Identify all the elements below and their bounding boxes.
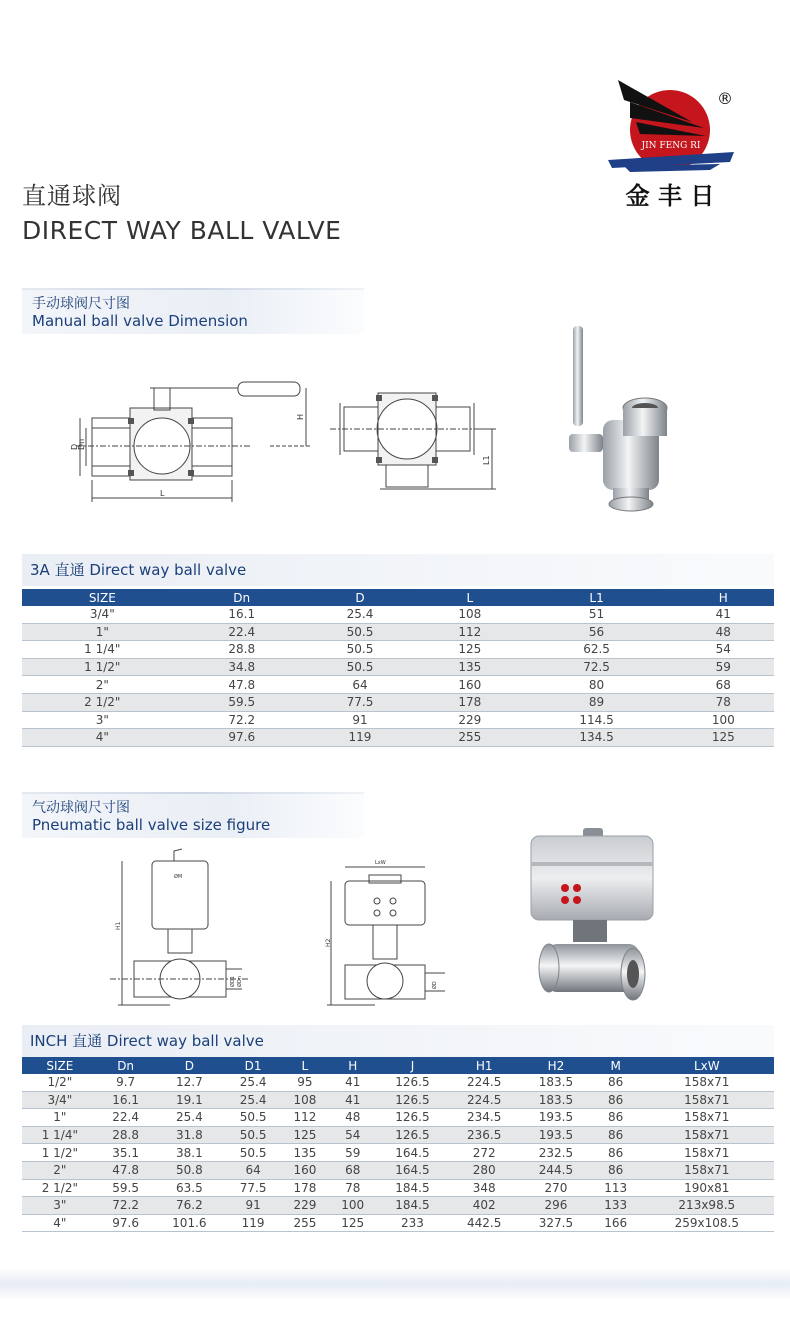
table-cell: 28.8 — [98, 1126, 154, 1144]
column-header: H — [329, 1057, 377, 1074]
manual-section-title-en: Manual ball valve Dimension — [32, 312, 248, 330]
table-cell: 59 — [673, 658, 774, 676]
table-cell: 31.8 — [154, 1126, 226, 1144]
column-header: D — [301, 589, 419, 606]
table-cell: 41 — [329, 1091, 377, 1109]
table-cell: 50.5 — [301, 658, 419, 676]
table-row — [22, 606, 774, 623]
table-cell: 50.5 — [301, 623, 419, 641]
table-cell: 47.8 — [98, 1161, 154, 1179]
table-cell: 59 — [329, 1144, 377, 1162]
table-cell: 59.5 — [98, 1179, 154, 1197]
label-h1: H1 — [115, 921, 122, 930]
table-cell: 224.5 — [448, 1074, 520, 1091]
table-row — [22, 693, 774, 711]
table-cell: 270 — [520, 1179, 592, 1197]
table-cell: 86 — [592, 1144, 640, 1162]
table-cell: 125 — [673, 729, 774, 747]
pneumatic-table-title: INCH 直通 Direct way ball valve — [30, 1032, 264, 1050]
table-cell: 50.5 — [225, 1126, 281, 1144]
table-cell: 2 1/2" — [22, 1179, 98, 1197]
table-cell: 34.8 — [183, 658, 301, 676]
table-cell: 50.5 — [225, 1109, 281, 1127]
table-cell: 229 — [281, 1197, 329, 1215]
table-cell: 442.5 — [448, 1214, 520, 1232]
table-row — [22, 1214, 774, 1232]
column-header: Dn — [183, 589, 301, 606]
column-header: J — [377, 1057, 449, 1074]
table-cell: 348 — [448, 1179, 520, 1197]
table-row — [22, 1144, 774, 1162]
manual-valve-front-drawing — [330, 385, 500, 500]
table-cell: 56 — [521, 623, 673, 641]
table-cell: 100 — [329, 1197, 377, 1215]
table-cell: 51 — [521, 606, 673, 623]
table-cell: 1 1/4" — [22, 1126, 98, 1144]
table-row — [22, 1161, 774, 1179]
table-cell: 41 — [673, 606, 774, 623]
pneumatic-section-header — [22, 792, 364, 838]
table-cell: 135 — [419, 658, 520, 676]
table-cell: 3" — [22, 711, 183, 729]
table-cell: 50.5 — [225, 1144, 281, 1162]
manual-section-header — [22, 288, 364, 334]
label-m: ØM — [174, 874, 183, 880]
table-cell: 114.5 — [521, 711, 673, 729]
table-cell: 134.5 — [521, 729, 673, 747]
table-cell: 72.2 — [98, 1197, 154, 1215]
table-cell: 259x108.5 — [640, 1214, 774, 1232]
table-cell: 164.5 — [377, 1161, 449, 1179]
table-cell: 28.8 — [183, 641, 301, 659]
pneumatic-table-header-band — [22, 1025, 774, 1057]
table-cell: 112 — [419, 623, 520, 641]
table-cell: 160 — [419, 676, 520, 694]
table-cell: 160 — [281, 1161, 329, 1179]
table-cell: 224.5 — [448, 1091, 520, 1109]
manual-ball-valve-image — [565, 322, 675, 514]
table-cell: 78 — [329, 1179, 377, 1197]
table-cell: 2" — [22, 1161, 98, 1179]
table-cell: 1 1/2" — [22, 1144, 98, 1162]
table-cell: 9.7 — [98, 1074, 154, 1091]
pneumatic-valve-front-drawing — [325, 855, 450, 1015]
label-d-pneu: ØD — [432, 981, 438, 989]
label-h: H — [296, 413, 305, 420]
table-cell: 72.5 — [521, 658, 673, 676]
table-cell: 402 — [448, 1197, 520, 1215]
table-row — [22, 623, 774, 641]
pneumatic-section-title-en: Pneumatic ball valve size figure — [32, 816, 271, 834]
table-cell: 4" — [22, 1214, 98, 1232]
page-title-en: DIRECT WAY BALL VALVE — [22, 216, 342, 245]
table-cell: 91 — [225, 1197, 281, 1215]
label-l: L — [160, 489, 165, 498]
page-title-cn: 直通球阀 — [22, 182, 122, 210]
table-cell: 166 — [592, 1214, 640, 1232]
table-cell: 113 — [592, 1179, 640, 1197]
table-header-row — [22, 1057, 774, 1074]
table-cell: 3/4" — [22, 606, 183, 623]
table-cell: 54 — [329, 1126, 377, 1144]
label-l1: L1 — [482, 455, 491, 465]
table-cell: 280 — [448, 1161, 520, 1179]
table-cell: 19.1 — [154, 1091, 226, 1109]
table-cell: 244.5 — [520, 1161, 592, 1179]
table-cell: 48 — [673, 623, 774, 641]
table-cell: 25.4 — [154, 1109, 226, 1127]
table-cell: 95 — [281, 1074, 329, 1091]
table-cell: 25.4 — [225, 1074, 281, 1091]
table-cell: 126.5 — [377, 1126, 449, 1144]
table-row — [22, 729, 774, 747]
table-cell: 1 1/2" — [22, 658, 183, 676]
table-cell: 126.5 — [377, 1109, 449, 1127]
table-cell: 86 — [592, 1091, 640, 1109]
table-cell: 183.5 — [520, 1074, 592, 1091]
manual-spec-table — [22, 589, 774, 747]
table-cell: 158x71 — [640, 1144, 774, 1162]
table-cell: 193.5 — [520, 1109, 592, 1127]
label-d1: ØD1 — [230, 976, 236, 987]
table-cell: 86 — [592, 1109, 640, 1127]
table-row — [22, 1074, 774, 1091]
table-cell: 86 — [592, 1161, 640, 1179]
label-d: D — [70, 443, 79, 450]
table-cell: 255 — [281, 1214, 329, 1232]
table-cell: 158x71 — [640, 1091, 774, 1109]
table-cell: 234.5 — [448, 1109, 520, 1127]
column-header: D1 — [225, 1057, 281, 1074]
column-header: L1 — [521, 589, 673, 606]
table-row — [22, 676, 774, 694]
table-cell: 1" — [22, 623, 183, 641]
table-cell: 86 — [592, 1126, 640, 1144]
table-cell: 125 — [329, 1214, 377, 1232]
table-cell: 296 — [520, 1197, 592, 1215]
table-cell: 233 — [377, 1214, 449, 1232]
table-cell: 64 — [301, 676, 419, 694]
table-row — [22, 1126, 774, 1144]
column-header: H2 — [520, 1057, 592, 1074]
table-cell: 91 — [301, 711, 419, 729]
footer-band — [0, 1268, 790, 1300]
table-cell: 4" — [22, 729, 183, 747]
manual-table-title: 3A 直通 Direct way ball valve — [30, 561, 247, 579]
table-cell: 229 — [419, 711, 520, 729]
table-cell: 12.7 — [154, 1074, 226, 1091]
table-cell: 1" — [22, 1109, 98, 1127]
column-header: L — [419, 589, 520, 606]
table-cell: 1 1/4" — [22, 641, 183, 659]
table-cell: 50.5 — [301, 641, 419, 659]
table-cell: 178 — [419, 693, 520, 711]
logo-brand-en: JIN FENG RI — [641, 141, 701, 151]
table-cell: 193.5 — [520, 1126, 592, 1144]
table-cell: 22.4 — [183, 623, 301, 641]
table-cell: 68 — [673, 676, 774, 694]
table-cell: 255 — [419, 729, 520, 747]
table-cell: 54 — [673, 641, 774, 659]
table-cell: 63.5 — [154, 1179, 226, 1197]
table-cell: 272 — [448, 1144, 520, 1162]
table-cell: 77.5 — [301, 693, 419, 711]
label-lxw: LxW — [375, 860, 386, 866]
table-header-row — [22, 589, 774, 606]
table-cell: 72.2 — [183, 711, 301, 729]
table-cell: 50.8 — [154, 1161, 226, 1179]
column-header: H1 — [448, 1057, 520, 1074]
table-cell: 25.4 — [301, 606, 419, 623]
table-cell: 184.5 — [377, 1197, 449, 1215]
table-cell: 2 1/2" — [22, 693, 183, 711]
table-cell: 178 — [281, 1179, 329, 1197]
column-header: LxW — [640, 1057, 774, 1074]
column-header: Dn — [98, 1057, 154, 1074]
table-cell: 78 — [673, 693, 774, 711]
table-cell: 327.5 — [520, 1214, 592, 1232]
table-cell: 126.5 — [377, 1074, 449, 1091]
pneumatic-section-title-cn: 气动球阀尺寸图 — [32, 800, 130, 816]
table-cell: 80 — [521, 676, 673, 694]
table-row — [22, 1109, 774, 1127]
table-row — [22, 1091, 774, 1109]
table-cell: 125 — [419, 641, 520, 659]
label-dn: Dn — [77, 438, 86, 450]
table-cell: 22.4 — [98, 1109, 154, 1127]
table-cell: 77.5 — [225, 1179, 281, 1197]
table-cell: 3/4" — [22, 1091, 98, 1109]
column-header: D — [154, 1057, 226, 1074]
table-cell: 184.5 — [377, 1179, 449, 1197]
table-cell: 126.5 — [377, 1091, 449, 1109]
table-cell: 62.5 — [521, 641, 673, 659]
table-cell: 108 — [419, 606, 520, 623]
table-cell: 213x98.5 — [640, 1197, 774, 1215]
table-row — [22, 641, 774, 659]
table-cell: 47.8 — [183, 676, 301, 694]
table-cell: 25.4 — [225, 1091, 281, 1109]
table-row — [22, 1179, 774, 1197]
table-cell: 3" — [22, 1197, 98, 1215]
table-cell: 101.6 — [154, 1214, 226, 1232]
table-cell: 16.1 — [183, 606, 301, 623]
column-header: H — [673, 589, 774, 606]
table-cell: 232.5 — [520, 1144, 592, 1162]
table-cell: 108 — [281, 1091, 329, 1109]
jin-feng-ri-logo — [600, 72, 740, 212]
table-cell: 41 — [329, 1074, 377, 1091]
manual-valve-side-drawing — [70, 370, 320, 510]
column-header: L — [281, 1057, 329, 1074]
column-header: M — [592, 1057, 640, 1074]
table-cell: 158x71 — [640, 1109, 774, 1127]
registered-mark: ® — [717, 89, 733, 108]
logo-brand-cn: 金 丰 日 — [625, 181, 715, 210]
table-cell: 1/2" — [22, 1074, 98, 1091]
label-dn-pneu: ØDn — [237, 976, 243, 987]
table-cell: 112 — [281, 1109, 329, 1127]
table-cell: 190x81 — [640, 1179, 774, 1197]
table-cell: 125 — [281, 1126, 329, 1144]
table-cell: 38.1 — [154, 1144, 226, 1162]
manual-table-header-band — [22, 554, 774, 586]
table-cell: 97.6 — [183, 729, 301, 747]
table-cell: 48 — [329, 1109, 377, 1127]
pneumatic-valve-side-drawing — [110, 845, 250, 1015]
table-cell: 119 — [225, 1214, 281, 1232]
label-h2: H2 — [325, 938, 332, 947]
column-header: SIZE — [22, 1057, 98, 1074]
table-cell: 97.6 — [98, 1214, 154, 1232]
table-cell: 59.5 — [183, 693, 301, 711]
table-cell: 158x71 — [640, 1074, 774, 1091]
table-cell: 119 — [301, 729, 419, 747]
table-cell: 86 — [592, 1074, 640, 1091]
pneumatic-ball-valve-image — [525, 826, 660, 1012]
table-cell: 64 — [225, 1161, 281, 1179]
table-cell: 158x71 — [640, 1126, 774, 1144]
table-row — [22, 1197, 774, 1215]
table-cell: 236.5 — [448, 1126, 520, 1144]
table-row — [22, 711, 774, 729]
table-cell: 76.2 — [154, 1197, 226, 1215]
column-header: SIZE — [22, 589, 183, 606]
table-cell: 2" — [22, 676, 183, 694]
table-cell: 133 — [592, 1197, 640, 1215]
table-cell: 16.1 — [98, 1091, 154, 1109]
table-cell: 158x71 — [640, 1161, 774, 1179]
manual-section-title-cn: 手动球阀尺寸图 — [32, 296, 130, 312]
table-cell: 35.1 — [98, 1144, 154, 1162]
pneumatic-spec-table — [22, 1057, 774, 1232]
table-cell: 135 — [281, 1144, 329, 1162]
table-row — [22, 658, 774, 676]
table-cell: 164.5 — [377, 1144, 449, 1162]
table-cell: 100 — [673, 711, 774, 729]
table-cell: 68 — [329, 1161, 377, 1179]
table-cell: 89 — [521, 693, 673, 711]
table-cell: 183.5 — [520, 1091, 592, 1109]
